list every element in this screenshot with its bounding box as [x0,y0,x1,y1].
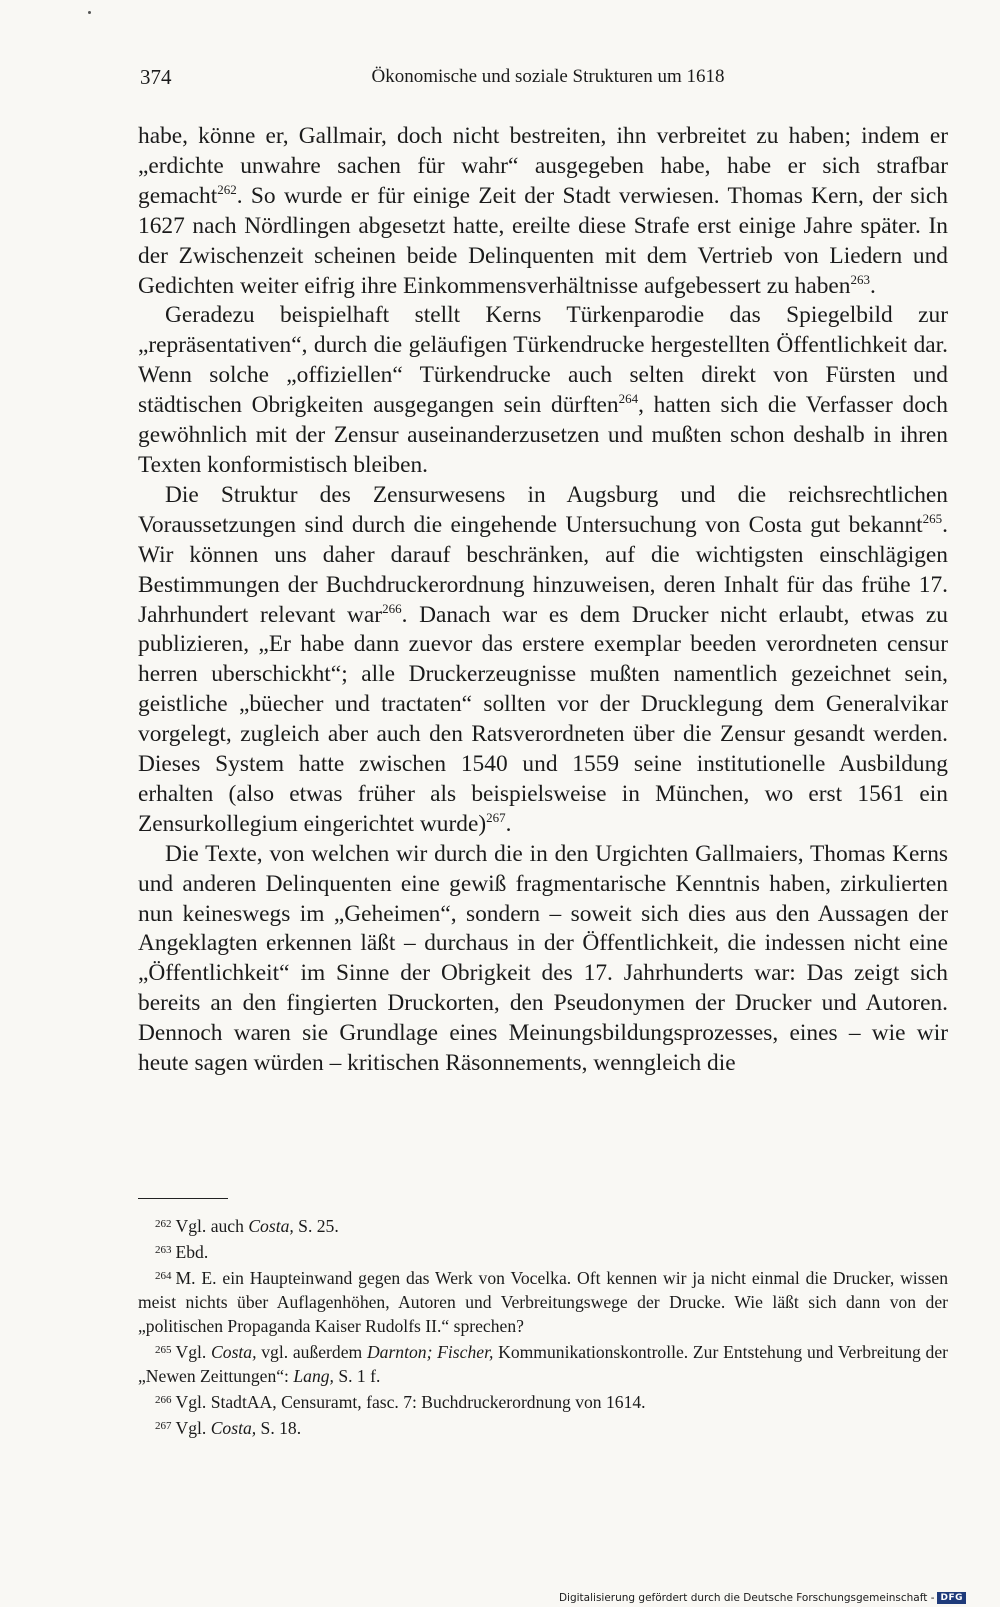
text-run: Die Texte, von welchen wir durch die in den Urgichten Gallmaiers, Thomas Kerns und anderen Delinquenten eine gewiß fragmentarische Kenntnis haben, zirkulierten nun keineswegs im „Geheimen“, sondern – soweit sich dies aus den Aussagen der Angeklagten erkennen läßt – durchaus in der Öffentlichkeit, die indessen nicht eine „Öffentlichkeit“ im Sinne der Obrigkeit des 17. Jahrhunderts war: Das zeigt sich bereits an den fingierten Druckorten, den Pseudonymen der Drucker und Autoren. Dennoch waren sie Grundlage eines Meinungsbildungsprozesses, eines – wie wir heute sagen würden – kritischen Räsonnements, wenngleich die [138,840,948,1077]
text-run: Costa, [210,1418,257,1438]
text-run: Costa, [211,1342,257,1362]
text-run: Darnton; Fischer, [366,1342,494,1362]
text-run: Vgl. [175,1418,211,1438]
footnote-ref: 267 [486,809,506,825]
paragraph [138,122,948,301]
running-title: Ökonomische und soziale Strukturen um 1618 [371,66,725,87]
text-run: . Wir können uns daher darauf beschränken, auf die wichtigsten einschlägigen Bestimmungen der Buchdruckerordnung hinzuweisen, deren Inhalt für das frühe 17. Jahrhundert relevant war [138,511,948,628]
text-run: S. 1 f. [333,1366,381,1386]
paragraph [138,840,948,1079]
text-run: . [870,272,876,299]
footnote-ref: 264 [618,391,639,407]
footnote-ref: 262 [217,181,237,197]
footnote [138,1264,948,1338]
text-run: Vgl. StadtAA, Censuramt, fasc. 7: Buchdruckerordnung von 1614. [175,1392,646,1412]
footnote-number: 265 [155,1344,172,1356]
footnote-number: 266 [155,1394,172,1406]
digitization-credit [559,1592,966,1604]
text-run: Lang, [293,1366,334,1386]
footnote-separator [138,1198,228,1199]
text-run: Vgl. [175,1342,212,1362]
text-run: S. 18. [256,1418,302,1438]
text-run: Costa, [248,1216,294,1236]
footnote [138,1414,948,1440]
footnote-number: 264 [155,1270,172,1282]
text-run: Kommunikationskontrolle. Zur Entstehung und Verbreitung der „Newen Zeittungen“: [138,1342,949,1386]
footnote-ref: 266 [382,600,402,616]
footnote [138,1388,948,1414]
footnote-number: 262 [155,1218,172,1230]
text-run: S. 25. [293,1216,339,1236]
credit-text: Digitalisierung gefördert durch die Deutsche Forschungsgemeinschaft - [558,1592,935,1604]
text-run: Geradezu beispielhaft stellt Kerns Türkenparodie das Spiegelbild zur „repräsentativen“, durch die geläufigen Türkendrucke hergestellten Öffentlichkeit dar. Wenn solche „offiziellen“ Türkendrucke auch selten direkt von Fürsten und städtischen Obrigkeiten ausgegangen sein dürften [138,302,948,419]
footnote [138,1212,948,1238]
dfg-logo: DFG [937,1592,966,1604]
footnote [138,1338,948,1388]
scan-speck [88,11,91,14]
text-run: Die Struktur des Zensurwesens in Augsburg und die reichsrechtlichen Voraussetzungen sind durch die eingehende Untersuchung von Costa gut bekannt [138,481,948,538]
text-run: . [505,810,512,837]
paragraph [138,481,948,840]
text-run: . So wurde er für einige Zeit der Stadt verwiesen. Thomas Kern, der sich 1627 nach Nördlingen abgesetzt hatte, ereilte diese Strafe erst einige Jahre später. In der Zwischenzeit scheinen beide Delinquenten mit dem Vertrieb von Liedern und Gedichten weiter eifrig ihre Einkommensverhältnisse aufgebessert zu haben [138,182,948,299]
body-text [138,122,948,1079]
footnote-ref: 265 [922,510,943,526]
running-head [140,62,948,92]
footnote-number: 263 [155,1244,172,1256]
text-run: M. E. ein Haupteinwand gegen das Werk von Vocelka. Oft kennen wir ja nicht einmal die Drucker, wissen meist nichts über Auflagenhöhen, Autoren und Verbreitungswege der Drucke. Wie läßt sich dann von der „politischen Propaganda Kaiser Rudolfs II.“ sprechen? [138,1268,948,1336]
footnote-number: 267 [155,1420,172,1432]
text-run: . Danach war es dem Drucker nicht erlaubt, etwas zu publizieren, „Er habe dann zuevor das erstere exemplar beeden verordneten censur herren uberschickht“; alle Druckerzeugnisse mußten namentlich gezeichnet sein, geistliche „büecher und tractaten“ sollten vor der Drucklegung dem Generalvikar vorgelegt, zugleich aber auch den Ratsverordneten über die Zensur gesandt werden. Dieses System hatte zwischen 1540 und 1559 seine institutionelle Ausbildung erhalten (also etwas früher als beispielsweise in München, wo erst 1561 ein Zensurkollegium eingerichtet wurde) [138,601,948,837]
text-run: , hatten sich die Verfasser doch gewöhnlich mit der Zensur auseinanderzusetzen und mußten schon deshalb in ihren Texten konformistisch bleiben. [138,392,948,478]
footnotes [138,1212,948,1440]
text-run: Vgl. auch [175,1216,249,1236]
footnote-ref: 263 [850,271,871,287]
footnote [138,1238,948,1264]
page-number: 374 [140,65,172,89]
text-run: Ebd. [175,1242,209,1262]
paragraph [138,301,948,480]
text-run: habe, könne er, Gallmair, doch nicht bestreiten, ihn verbreitet zu haben; indem er „erdichte unwahre sachen für wahr“ ausgegeben habe, habe er sich strafbar gemacht [138,123,948,209]
text-run: vgl. außerdem [256,1342,367,1362]
